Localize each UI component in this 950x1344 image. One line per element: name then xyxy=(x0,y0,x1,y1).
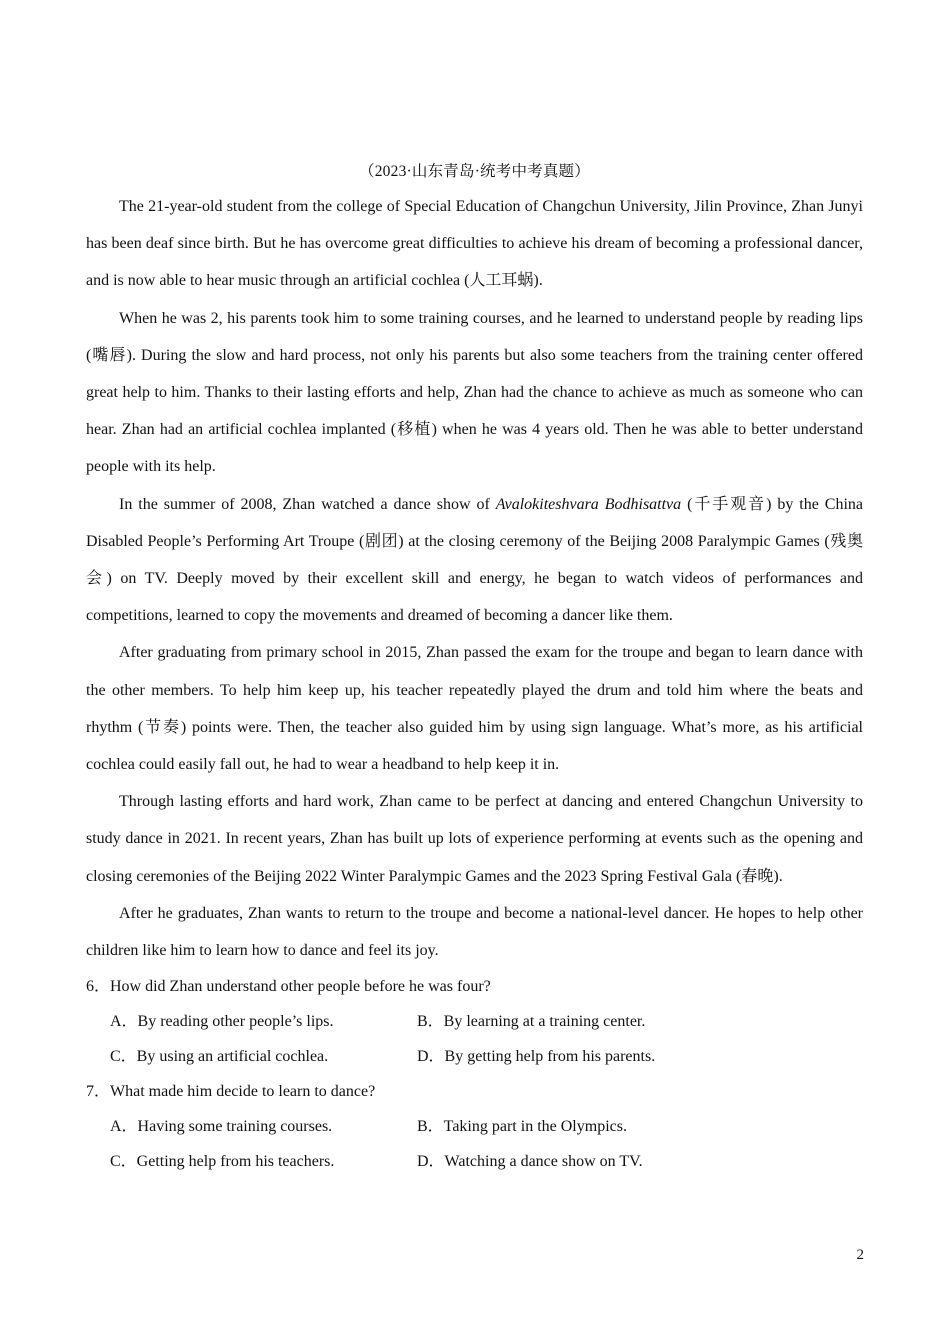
source-line: （2023·山东青岛·统考中考真题） xyxy=(359,163,590,180)
passage-paragraph-4: After graduating from primary school in 2015, Zhan passed the exam for the troupe and began to learn dance with the other members. To help him keep up, his teacher repeatedly played the drum and told him where the beats and rhythm (节奏) points were. Then, the teacher also guided him by using sign language. What’s more, as his artificial cochlea could easily fall out, he had to wear a headband to help keep it in. xyxy=(86,644,863,774)
option-d: D．By getting help from his parents. xyxy=(417,1048,656,1066)
passage-paragraph-1: The 21-year-old student from the college of Special Education of Changchun University, Jilin Province, Zhan Junyi has been deaf since birth. But he has overcome great difficulties to achieve his dream of becoming a professional dancer, and is now able to hear music through an artificial cochlea (人工耳蜗). xyxy=(86,198,863,290)
reading-passage xyxy=(86,188,863,969)
option-a: A．Having some training courses. xyxy=(110,1118,333,1136)
passage-paragraph-5: Through lasting efforts and hard work, Zhan came to be perfect at dancing and entered Changchun University to study dance in 2021. In recent years, Zhan has built up lots of experience performing at events such as the opening and closing ceremonies of the Beijing 2022 Winter Paralympic Games and the 2023 Spring Festival Gala (春晚). xyxy=(86,793,863,885)
option-a: A．By reading other people’s lips. xyxy=(110,1013,334,1031)
answer-options xyxy=(86,1109,863,1179)
answer-options xyxy=(86,1004,863,1074)
dance-show-title: Avalokiteshvara Bodhisattva xyxy=(495,495,682,513)
option-c: C．By using an artificial cochlea. xyxy=(110,1048,329,1066)
question-6 xyxy=(86,969,863,1074)
option-b: B．Taking part in the Olympics. xyxy=(417,1118,627,1136)
page-number: 2 xyxy=(856,1247,864,1263)
question-text: 6．How did Zhan understand other people before he was four? xyxy=(86,978,491,996)
option-b: B．By learning at a training center. xyxy=(417,1013,646,1031)
passage-paragraph-3: In the summer of 2008, Zhan watched a dance show of Avalokiteshvara Bodhisattva (千手观音) by the China Disabled People’s Performing Art Troupe (剧团) at the closing ceremony of the Beijing 2008 Paralympic Games (残奥会) on TV. Deeply moved by their excellent skill and energy, he began to watch videos of performances and competitions, learned to copy the movements and dreamed of becoming a dancer like them. xyxy=(86,495,863,625)
document-page xyxy=(86,158,863,1179)
passage-paragraph-6: After he graduates, Zhan wants to return to the troupe and become a national-level dancer. He hopes to help other children like him to learn how to dance and feel its joy. xyxy=(86,904,863,960)
question-7 xyxy=(86,1074,863,1179)
option-d: D．Watching a dance show on TV. xyxy=(417,1153,643,1171)
option-c: C．Getting help from his teachers. xyxy=(110,1153,335,1171)
question-text: 7．What made him decide to learn to dance? xyxy=(86,1083,376,1101)
passage-paragraph-2: When he was 2, his parents took him to some training courses, and he learned to understand people by reading lips (嘴唇). During the slow and hard process, not only his parents but also some teachers from the training center offered great help to him. Thanks to their lasting efforts and help, Zhan had the chance to achieve as much as someone who can hear. Zhan had an artificial cochlea implanted (移植) when he was 4 years old. Then he was able to better understand people with its help. xyxy=(86,309,863,476)
